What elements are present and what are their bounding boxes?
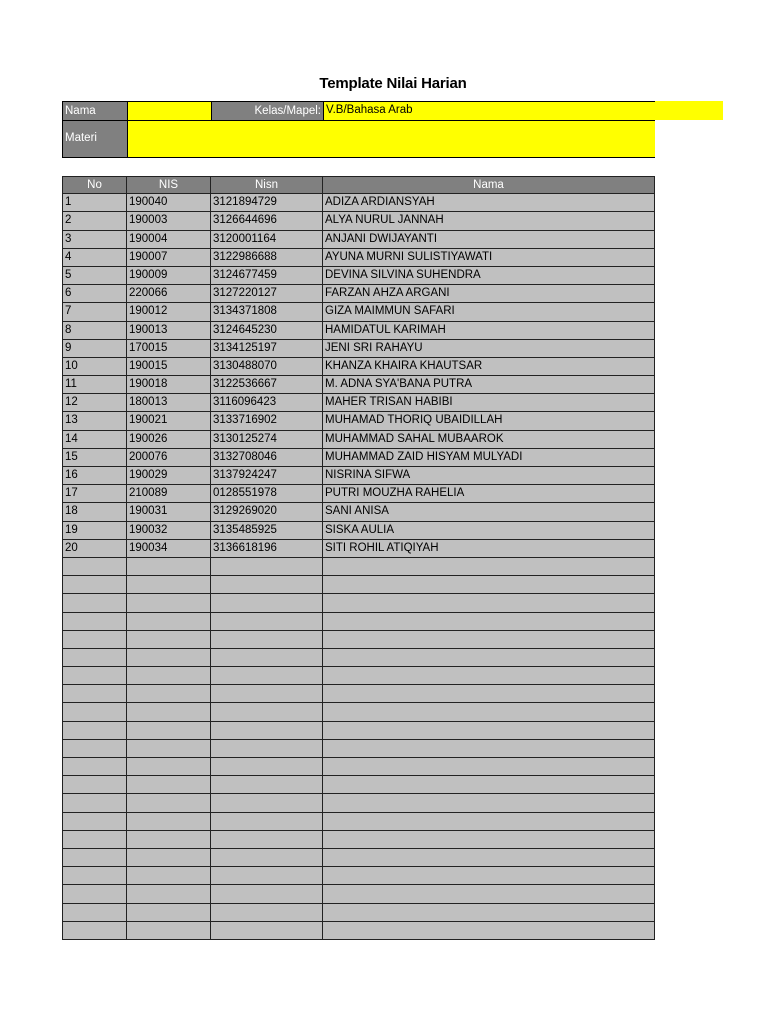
cell-nis[interactable] <box>127 813 211 831</box>
table-row <box>62 376 655 394</box>
cell-nis[interactable] <box>127 776 211 794</box>
table-row <box>62 540 655 558</box>
cell-nis[interactable] <box>127 722 211 740</box>
cell-no[interactable]: 10 <box>62 358 127 376</box>
table-row <box>62 867 655 885</box>
table-row <box>62 885 655 903</box>
cell-nama[interactable] <box>323 558 655 576</box>
cell-nisn[interactable]: 3122536667 <box>211 376 323 394</box>
cell-nisn[interactable] <box>211 776 323 794</box>
cell-nis[interactable]: 210089 <box>127 485 211 503</box>
cell-nama[interactable] <box>323 885 655 903</box>
cell-no[interactable] <box>62 703 127 721</box>
cell-nama[interactable]: GIZA MAIMMUN SAFARI <box>323 303 655 321</box>
cell-nis[interactable]: 190018 <box>127 376 211 394</box>
cell-nis[interactable]: 200076 <box>127 449 211 467</box>
cell-nama[interactable] <box>323 613 655 631</box>
cell-nisn[interactable]: 3136618196 <box>211 540 323 558</box>
cell-nis[interactable] <box>127 685 211 703</box>
cell-no[interactable] <box>62 831 127 849</box>
cell-nama[interactable]: SISKA AULIA <box>323 522 655 540</box>
cell-no[interactable]: 3 <box>62 231 127 249</box>
cell-nisn[interactable]: 3133716902 <box>211 412 323 430</box>
cell-nama[interactable] <box>323 849 655 867</box>
cell-nis[interactable] <box>127 885 211 903</box>
cell-no[interactable] <box>62 631 127 649</box>
table-row <box>62 231 655 249</box>
cell-nisn[interactable] <box>211 867 323 885</box>
table-row <box>62 212 655 230</box>
cell-nisn[interactable]: 3121894729 <box>211 194 323 212</box>
table-row <box>62 649 655 667</box>
cell-nisn[interactable] <box>211 685 323 703</box>
cell-nama[interactable]: DEVINA SILVINA SUHENDRA <box>323 267 655 285</box>
cell-nisn[interactable] <box>211 740 323 758</box>
table-row <box>62 631 655 649</box>
cell-nama[interactable]: JENI SRI RAHAYU <box>323 340 655 358</box>
cell-no[interactable]: 16 <box>62 467 127 485</box>
cell-no[interactable]: 8 <box>62 322 127 340</box>
table-row <box>62 394 655 412</box>
info-block <box>62 101 655 158</box>
table-row <box>62 249 655 267</box>
cell-nis[interactable]: 190003 <box>127 212 211 230</box>
cell-nisn[interactable]: 3124677459 <box>211 267 323 285</box>
cell-nisn[interactable] <box>211 849 323 867</box>
cell-nama[interactable]: MUHAMMAD ZAID HISYAM MULYADI <box>323 449 655 467</box>
table-row <box>62 594 655 612</box>
table-row <box>62 322 655 340</box>
cell-nis[interactable]: 190034 <box>127 540 211 558</box>
table-row <box>62 722 655 740</box>
table-row <box>62 431 655 449</box>
cell-nis[interactable]: 190007 <box>127 249 211 267</box>
cell-no[interactable]: 18 <box>62 503 127 521</box>
cell-nisn[interactable] <box>211 576 323 594</box>
cell-nis[interactable] <box>127 576 211 594</box>
cell-nisn[interactable]: 3137924247 <box>211 467 323 485</box>
materi-field[interactable] <box>127 121 655 158</box>
table-row <box>62 613 655 631</box>
cell-nisn[interactable]: 3116096423 <box>211 394 323 412</box>
cell-no[interactable] <box>62 758 127 776</box>
cell-nis[interactable]: 190004 <box>127 231 211 249</box>
cell-nisn[interactable] <box>211 594 323 612</box>
cell-nama[interactable]: KHANZA KHAIRA KHAUTSAR <box>323 358 655 376</box>
cell-no[interactable] <box>62 649 127 667</box>
cell-nis[interactable]: 190032 <box>127 522 211 540</box>
cell-no[interactable] <box>62 867 127 885</box>
cell-nama[interactable] <box>323 904 655 922</box>
cell-nis[interactable] <box>127 594 211 612</box>
table-row <box>62 703 655 721</box>
table-row <box>62 685 655 703</box>
cell-no[interactable] <box>62 794 127 812</box>
cell-nis[interactable] <box>127 740 211 758</box>
cell-no[interactable]: 15 <box>62 449 127 467</box>
table-row <box>62 340 655 358</box>
table-row <box>62 194 655 212</box>
cell-nisn[interactable] <box>211 794 323 812</box>
cell-nis[interactable]: 190015 <box>127 358 211 376</box>
cell-nama[interactable]: PUTRI MOUZHA RAHELIA <box>323 485 655 503</box>
cell-no[interactable] <box>62 722 127 740</box>
cell-nisn[interactable]: 3122986688 <box>211 249 323 267</box>
cell-nis[interactable] <box>127 613 211 631</box>
cell-nama[interactable]: AYUNA MURNI SULISTIYAWATI <box>323 249 655 267</box>
cell-nis[interactable]: 190031 <box>127 503 211 521</box>
col-header-nama: Nama <box>323 176 655 194</box>
kelas-label: Kelas/Mapel: <box>211 101 323 121</box>
cell-no[interactable]: 7 <box>62 303 127 321</box>
cell-no[interactable]: 4 <box>62 249 127 267</box>
cell-nisn[interactable] <box>211 831 323 849</box>
col-header-nisn: Nisn <box>211 176 323 194</box>
cell-nisn[interactable]: 3135485925 <box>211 522 323 540</box>
cell-nis[interactable]: 190026 <box>127 431 211 449</box>
cell-nis[interactable] <box>127 867 211 885</box>
cell-nama[interactable] <box>323 794 655 812</box>
cell-nama[interactable] <box>323 685 655 703</box>
cell-no[interactable] <box>62 613 127 631</box>
cell-nis[interactable] <box>127 849 211 867</box>
cell-nisn[interactable]: 3134125197 <box>211 340 323 358</box>
cell-nama[interactable] <box>323 703 655 721</box>
table-row <box>62 485 655 503</box>
cell-nama[interactable]: M. ADNA SYA'BANA PUTRA <box>323 376 655 394</box>
cell-nama[interactable]: MAHER TRISAN HABIBI <box>323 394 655 412</box>
cell-nis[interactable] <box>127 831 211 849</box>
cell-nisn[interactable] <box>211 558 323 576</box>
cell-nisn[interactable]: 3130125274 <box>211 431 323 449</box>
cell-no[interactable] <box>62 685 127 703</box>
col-header-nis: NIS <box>127 176 211 194</box>
cell-nisn[interactable]: 3132708046 <box>211 449 323 467</box>
cell-nisn[interactable] <box>211 649 323 667</box>
cell-nama[interactable] <box>323 867 655 885</box>
table-row <box>62 503 655 521</box>
cell-nis[interactable] <box>127 922 211 940</box>
cell-nis[interactable] <box>127 667 211 685</box>
cell-no[interactable] <box>62 904 127 922</box>
table-row <box>62 285 655 303</box>
kelas-overflow-fill <box>655 101 723 120</box>
cell-nama[interactable]: SANI ANISA <box>323 503 655 521</box>
table-row <box>62 904 655 922</box>
cell-no[interactable] <box>62 885 127 903</box>
cell-nisn[interactable] <box>211 703 323 721</box>
table-row <box>62 831 655 849</box>
nama-field[interactable] <box>127 101 211 121</box>
cell-nama[interactable] <box>323 740 655 758</box>
cell-nis[interactable] <box>127 631 211 649</box>
table-row <box>62 813 655 831</box>
cell-nisn[interactable]: 3124645230 <box>211 322 323 340</box>
table-body <box>62 194 655 940</box>
materi-label: Materi <box>62 121 127 158</box>
cell-nisn[interactable] <box>211 758 323 776</box>
cell-nisn[interactable]: 3134371808 <box>211 303 323 321</box>
cell-nisn[interactable] <box>211 613 323 631</box>
cell-nama[interactable]: MUHAMMAD SAHAL MUBAAROK <box>323 431 655 449</box>
cell-nama[interactable] <box>323 831 655 849</box>
table-row <box>62 358 655 376</box>
cell-no[interactable]: 5 <box>62 267 127 285</box>
table-row <box>62 467 655 485</box>
cell-nama[interactable] <box>323 813 655 831</box>
table-row <box>62 267 655 285</box>
cell-nisn[interactable]: 3126644696 <box>211 212 323 230</box>
cell-nama[interactable]: MUHAMAD THORIQ UBAIDILLAH <box>323 412 655 430</box>
table-row <box>62 412 655 430</box>
cell-nis[interactable] <box>127 904 211 922</box>
cell-nama[interactable] <box>323 576 655 594</box>
student-table <box>62 176 655 940</box>
cell-no[interactable] <box>62 776 127 794</box>
page-title: Template Nilai Harian <box>319 75 467 92</box>
cell-no[interactable]: 2 <box>62 212 127 230</box>
cell-no[interactable]: 9 <box>62 340 127 358</box>
cell-nis[interactable]: 190009 <box>127 267 211 285</box>
cell-nisn[interactable] <box>211 667 323 685</box>
table-row <box>62 776 655 794</box>
cell-nama[interactable]: FARZAN AHZA ARGANI <box>323 285 655 303</box>
cell-no[interactable]: 13 <box>62 412 127 430</box>
cell-no[interactable]: 20 <box>62 540 127 558</box>
cell-nisn[interactable]: 3120001164 <box>211 231 323 249</box>
cell-nama[interactable] <box>323 667 655 685</box>
cell-no[interactable]: 19 <box>62 522 127 540</box>
table-header-row <box>62 176 655 194</box>
cell-nisn[interactable]: 3129269020 <box>211 503 323 521</box>
col-header-no: No <box>62 176 127 194</box>
cell-nama[interactable]: SITI ROHIL ATIQIYAH <box>323 540 655 558</box>
table-row <box>62 303 655 321</box>
cell-nis[interactable]: 190029 <box>127 467 211 485</box>
cell-nisn[interactable] <box>211 813 323 831</box>
cell-nisn[interactable] <box>211 922 323 940</box>
cell-nisn[interactable] <box>211 904 323 922</box>
table-row <box>62 667 655 685</box>
cell-no[interactable] <box>62 813 127 831</box>
cell-no[interactable]: 12 <box>62 394 127 412</box>
cell-no[interactable] <box>62 922 127 940</box>
cell-nama[interactable]: HAMIDATUL KARIMAH <box>323 322 655 340</box>
cell-nis[interactable] <box>127 558 211 576</box>
cell-nis[interactable]: 170015 <box>127 340 211 358</box>
cell-no[interactable]: 6 <box>62 285 127 303</box>
cell-no[interactable] <box>62 667 127 685</box>
nama-label: Nama <box>62 101 127 121</box>
cell-nama[interactable] <box>323 649 655 667</box>
table-row <box>62 522 655 540</box>
table-row <box>62 449 655 467</box>
cell-nisn[interactable]: 3127220127 <box>211 285 323 303</box>
cell-nisn[interactable] <box>211 722 323 740</box>
cell-nis[interactable]: 190012 <box>127 303 211 321</box>
table-row <box>62 922 655 940</box>
cell-no[interactable] <box>62 558 127 576</box>
cell-nis[interactable]: 190040 <box>127 194 211 212</box>
table-row <box>62 576 655 594</box>
table-row <box>62 849 655 867</box>
cell-no[interactable]: 14 <box>62 431 127 449</box>
cell-nama[interactable] <box>323 722 655 740</box>
cell-nama[interactable]: ADIZA ARDIANSYAH <box>323 194 655 212</box>
cell-no[interactable] <box>62 849 127 867</box>
cell-no[interactable]: 11 <box>62 376 127 394</box>
table-row <box>62 794 655 812</box>
table-row <box>62 558 655 576</box>
table-row <box>62 740 655 758</box>
cell-nis[interactable]: 180013 <box>127 394 211 412</box>
cell-nis[interactable] <box>127 758 211 776</box>
cell-no[interactable] <box>62 576 127 594</box>
cell-no[interactable] <box>62 740 127 758</box>
cell-nama[interactable]: NISRINA SIFWA <box>323 467 655 485</box>
table-row <box>62 758 655 776</box>
cell-nis[interactable] <box>127 703 211 721</box>
cell-nama[interactable]: ANJANI DWIJAYANTI <box>323 231 655 249</box>
cell-nama[interactable]: ALYA NURUL JANNAH <box>323 212 655 230</box>
cell-nis[interactable]: 190021 <box>127 412 211 430</box>
cell-nama[interactable] <box>323 758 655 776</box>
cell-nisn[interactable]: 0128551978 <box>211 485 323 503</box>
cell-nama[interactable] <box>323 922 655 940</box>
cell-nis[interactable] <box>127 649 211 667</box>
cell-nisn[interactable] <box>211 631 323 649</box>
kelas-field[interactable]: V.B/Bahasa Arab <box>323 101 655 121</box>
cell-nisn[interactable]: 3130488070 <box>211 358 323 376</box>
cell-nama[interactable] <box>323 776 655 794</box>
cell-nisn[interactable] <box>211 885 323 903</box>
cell-nama[interactable] <box>323 594 655 612</box>
cell-nis[interactable] <box>127 794 211 812</box>
cell-nis[interactable]: 220066 <box>127 285 211 303</box>
cell-no[interactable]: 17 <box>62 485 127 503</box>
cell-nis[interactable]: 190013 <box>127 322 211 340</box>
cell-nama[interactable] <box>323 631 655 649</box>
cell-no[interactable]: 1 <box>62 194 127 212</box>
cell-no[interactable] <box>62 594 127 612</box>
